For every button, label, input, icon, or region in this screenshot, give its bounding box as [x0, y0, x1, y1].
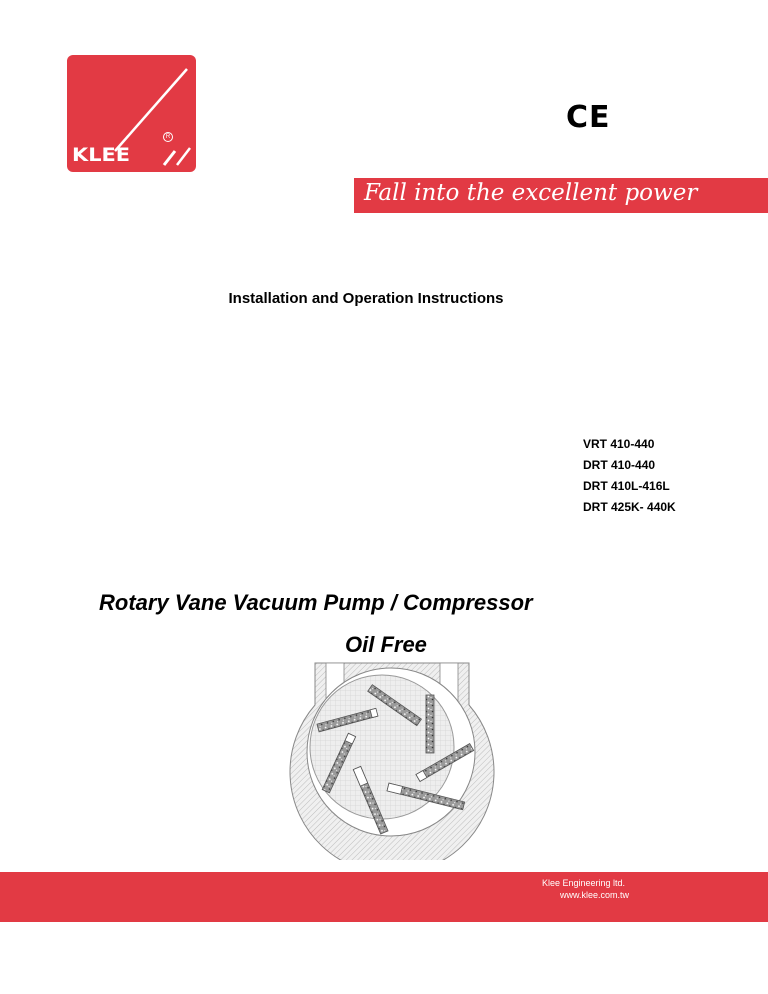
footer-website-link[interactable]: www.klee.com.tw [560, 890, 630, 900]
document-title [0, 290, 768, 307]
model-item: VRT 410-440 [583, 437, 655, 451]
product-subtitle: Oil Free [345, 632, 427, 657]
pump-cross-section-diagram [280, 660, 510, 865]
footer-company: Klee Engineering ltd. [542, 878, 626, 888]
ce-mark: CE [566, 100, 611, 135]
registered-mark-icon: R [163, 132, 173, 142]
model-item: DRT 425K- 440K [583, 500, 676, 514]
logo-brand-text: KLEE [72, 144, 131, 166]
model-item: DRT 410-440 [583, 458, 656, 472]
tagline-band [354, 178, 768, 213]
tagline: Fall into the excellent power [364, 180, 698, 206]
klee-logo [67, 55, 196, 172]
footer-band [0, 872, 768, 922]
document-title-text: Installation and Operation Instructions [228, 290, 504, 307]
model-item: DRT 410L-416L [583, 479, 670, 493]
product-title: Rotary Vane Vacuum Pump / Compressor [99, 590, 533, 615]
model-list [583, 434, 676, 518]
